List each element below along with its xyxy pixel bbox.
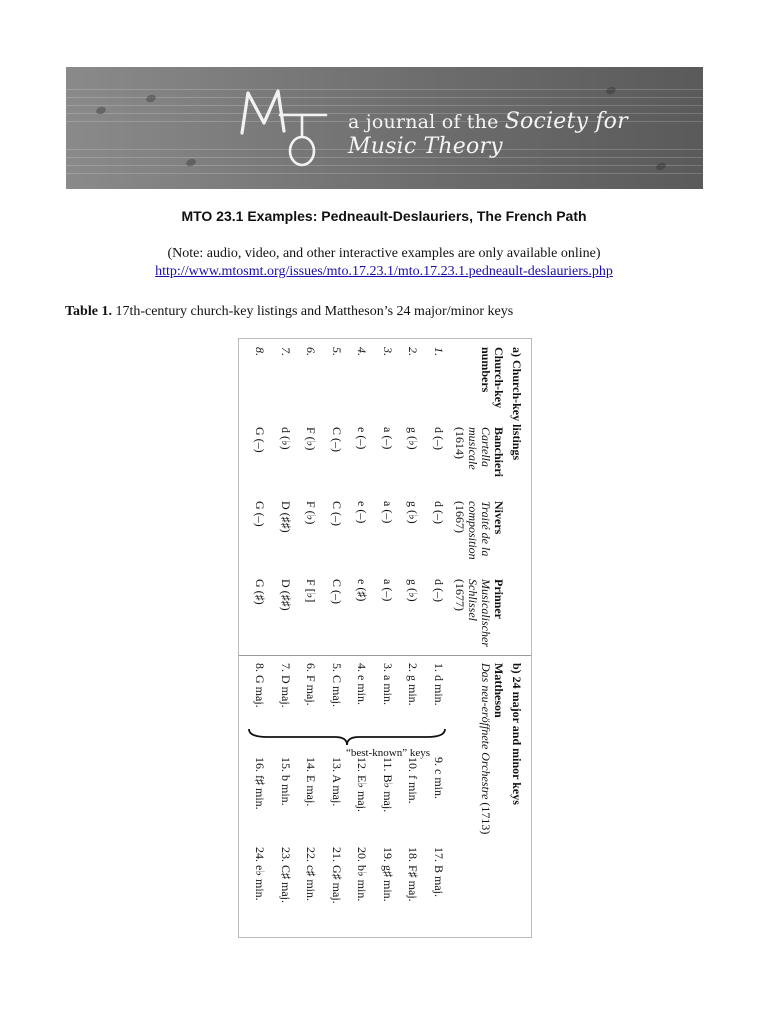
mattheson-key-2: 11. B♭ maj. <box>381 757 395 813</box>
staff-line <box>66 165 703 166</box>
best-known-keys-text: “best-known” keys <box>346 747 431 759</box>
nivers-key: g (♭) <box>406 501 421 524</box>
prinner-year: (1677) <box>453 579 467 611</box>
prinner-header: Prinner <box>492 579 506 619</box>
nivers-key: D (♯♯) <box>279 501 293 533</box>
curly-brace-icon <box>247 725 447 749</box>
church-key-number: 2. <box>406 347 421 356</box>
banchieri-title-1: Cartella <box>479 427 493 468</box>
nivers-key: a (–) <box>381 501 395 524</box>
mattheson-header: Mattheson <box>492 663 506 718</box>
church-key-number: 4. <box>355 347 370 356</box>
prinner-title-1: Musicalischer <box>479 579 493 647</box>
mattheson-key-1: 4. e min. <box>355 663 370 705</box>
mattheson-key-2: 9. c min. <box>432 757 446 799</box>
tagline-society: Society for Music Theory <box>348 109 628 159</box>
banchieri-key: d (–) <box>432 427 446 450</box>
banchieri-key: C (–) <box>330 427 344 452</box>
mattheson-key-3: 23. C♯ maj. <box>279 847 293 903</box>
part-a-title: a) Church-key listings <box>510 347 524 461</box>
online-note: (Note: audio, video, and other interactive examples are only available online) <box>167 246 601 261</box>
col-numbers-header-2: numbers <box>479 347 493 393</box>
mattheson-key-2: 12. E♭ maj. <box>355 757 370 812</box>
church-key-number: 5. <box>330 347 344 356</box>
church-key-number: 1. <box>432 347 446 356</box>
caption-text: 17th-century church-key listings and Mattheson’s 24 major/minor keys <box>115 304 514 319</box>
mattheson-key-3: 17. B maj. <box>432 847 446 897</box>
banchieri-key: e (–) <box>355 427 370 450</box>
mattheson-key-1: 8. G maj. <box>253 663 268 708</box>
table-caption <box>65 304 513 320</box>
banchieri-key: g (♭) <box>406 427 421 450</box>
mattheson-key-2: 14. E maj. <box>304 757 319 807</box>
church-key-number: 3. <box>381 347 395 356</box>
staff-line <box>66 97 703 98</box>
mattheson-title <box>479 663 492 834</box>
mattheson-key-2: 15. b min. <box>279 757 293 806</box>
note-icon <box>655 162 667 172</box>
mattheson-key-3: 24. e♭ min. <box>253 847 268 901</box>
church-key-number: 8. <box>253 347 268 356</box>
note-icon <box>145 94 157 104</box>
mattheson-key-1: 1. d min. <box>432 663 446 706</box>
banchieri-key: a (–) <box>381 427 395 450</box>
mattheson-key-3: 19. g♯ min. <box>381 847 395 902</box>
church-key-number: 7. <box>279 347 293 356</box>
prinner-key: D (♯♯) <box>279 579 293 611</box>
nivers-title-1: Traité de la <box>479 501 493 557</box>
nivers-year: (1667) <box>453 501 467 533</box>
prinner-title-2: Schlissel <box>466 579 480 621</box>
rotated-table <box>238 338 532 938</box>
journal-tagline <box>348 109 703 159</box>
page-title: MTO 23.1 Examples: Pedneault-Deslauriers, The French Path <box>181 208 587 224</box>
prinner-key: d (–) <box>432 579 446 602</box>
banchieri-key: d (♭) <box>279 427 293 450</box>
prinner-key: g (♭) <box>406 579 421 602</box>
prinner-key: C (–) <box>330 579 344 604</box>
brace-icon <box>238 641 383 661</box>
mattheson-key-3: 18. F♯ maj. <box>406 847 421 902</box>
table-body <box>239 339 531 937</box>
church-key-number: 6. <box>304 347 319 356</box>
mattheson-key-1: 6. F maj. <box>304 663 319 706</box>
nivers-key: G (–) <box>253 501 268 527</box>
part-b-title: b) 24 major and minor keys <box>510 663 524 805</box>
banchieri-key: G (–) <box>253 427 268 453</box>
journal-banner <box>66 67 703 189</box>
prinner-key: G (♯) <box>253 579 268 605</box>
staff-line <box>66 173 703 174</box>
mto-logo-icon <box>234 75 334 175</box>
mattheson-key-3: 22. c♯ min. <box>304 847 319 901</box>
mattheson-title-text: Das neu-eröffnete Orchestre <box>479 663 493 800</box>
mattheson-key-1: 7. D maj. <box>279 663 293 708</box>
nivers-key: d (–) <box>432 501 446 524</box>
mattheson-key-3: 21. G♯ maj. <box>330 847 344 904</box>
mattheson-key-1: 2. g min. <box>406 663 421 706</box>
mattheson-key-1: 5. C maj. <box>330 663 344 707</box>
nivers-key: C (–) <box>330 501 344 526</box>
mattheson-key-3: 20. b♭ min. <box>355 847 370 902</box>
mattheson-key-2: 16. f♯ min. <box>253 757 268 810</box>
nivers-key: F (♭) <box>304 501 319 525</box>
prinner-key: e (♯) <box>355 579 370 602</box>
prinner-key: F [♭] <box>304 579 319 603</box>
mattheson-year: (1713) <box>479 802 493 835</box>
mattheson-key-1: 3. a min. <box>381 663 395 705</box>
tagline-prefix: a journal of the <box>348 111 499 133</box>
caption-label: Table 1. <box>65 304 112 319</box>
banchieri-key: F (♭) <box>304 427 319 451</box>
banchieri-title-2: musicale <box>466 427 480 470</box>
mattheson-key-2: 10. f min. <box>406 757 421 804</box>
banchieri-header: Banchieri <box>492 427 506 477</box>
banchieri-year: (1614) <box>453 427 467 459</box>
prinner-key: a (–) <box>381 579 395 602</box>
mattheson-key-2: 13. A maj. <box>330 757 344 807</box>
staff-line <box>66 105 703 106</box>
note-icon <box>605 86 617 96</box>
nivers-header: Nivers <box>492 501 506 535</box>
nivers-key: e (–) <box>355 501 370 524</box>
article-link[interactable]: http://www.mtosmt.org/issues/mto.17.23.1/mto.17.23.1.pedneault-deslauriers.php <box>155 264 613 279</box>
col-numbers-header-1: Church-key <box>492 347 506 409</box>
nivers-title-2: composition <box>466 501 480 560</box>
